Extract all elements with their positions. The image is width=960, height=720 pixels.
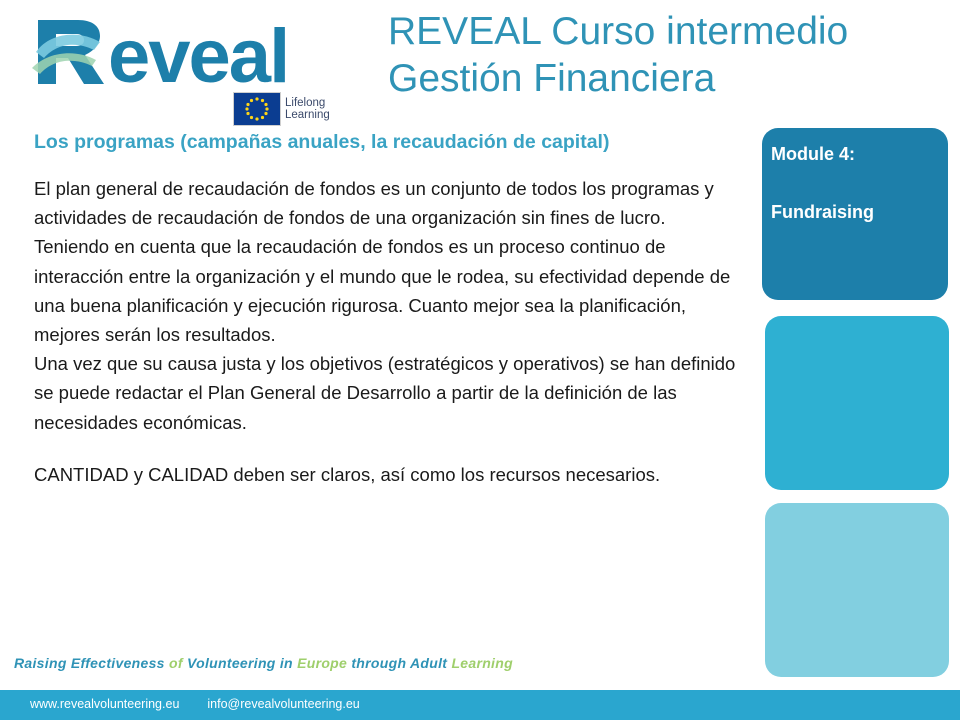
module-box: [762, 128, 948, 300]
email-link[interactable]: info@revealvolunteering.eu: [207, 697, 360, 711]
reveal-wordmark: [30, 12, 350, 92]
title-line-1: REVEAL Curso intermedio: [388, 10, 849, 53]
section-heading: Los programas (campañas anuales, la recaudación de capital): [34, 131, 610, 153]
main-content: [34, 128, 742, 489]
tagline-word-6: Learning: [451, 655, 513, 671]
paragraph-2: Una vez que su causa justa y los objetivos (estratégicos y operativos) se han definido se puede redactar el Plan General de Desarrollo a partir de la definición de las necesidades económicas.: [34, 353, 736, 433]
paragraph-3: CANTIDAD y CALIDAD deben ser claros, así como los recursos necesarios.: [34, 463, 661, 485]
tagline-word-4: Europe: [297, 655, 348, 671]
tagline-word-5: through Adult: [351, 655, 448, 671]
website-link[interactable]: www.revealvolunteering.eu: [30, 697, 180, 711]
eu-flag-icon: [233, 92, 281, 126]
decor-box-bottom: [765, 503, 949, 677]
title-line-2: Gestión Financiera: [388, 57, 716, 100]
footer-links: [30, 697, 360, 711]
decor-box-mid: [765, 316, 949, 490]
module-label: Module 4:: [771, 144, 855, 164]
project-tagline: [14, 655, 513, 671]
tagline-word-3: Volunteering in: [187, 655, 293, 671]
tagline-word-2: of: [168, 655, 183, 671]
reveal-logo: [30, 12, 350, 130]
svg-text:eveal: eveal: [108, 14, 289, 92]
page-title: [388, 8, 948, 102]
footer-bar: [0, 690, 960, 720]
paragraph-1: El plan general de recaudación de fondos es un conjunto de todos los programas y actividades de recaudación de fondos de una organización sin fines de lucro. Teniendo en cuenta que la recaudación de fondos es un proceso continuo de interacción entre la organización y el mundo que le rodea, su efectividad depende de una buena planificación y ejecución rigurosa. Cuanto mejor sea la planificación, mejores serán los resultados.: [34, 178, 731, 346]
module-topic: Fundraising: [771, 202, 874, 222]
badge-line-2: Learning: [285, 109, 330, 121]
lifelong-learning-text: [285, 97, 330, 121]
badge-line-1: Lifelong: [285, 97, 326, 109]
lifelong-learning-badge: [233, 90, 343, 128]
paragraph-spacer: [34, 437, 742, 460]
tagline-word-1: Raising Effectiveness: [14, 655, 165, 671]
